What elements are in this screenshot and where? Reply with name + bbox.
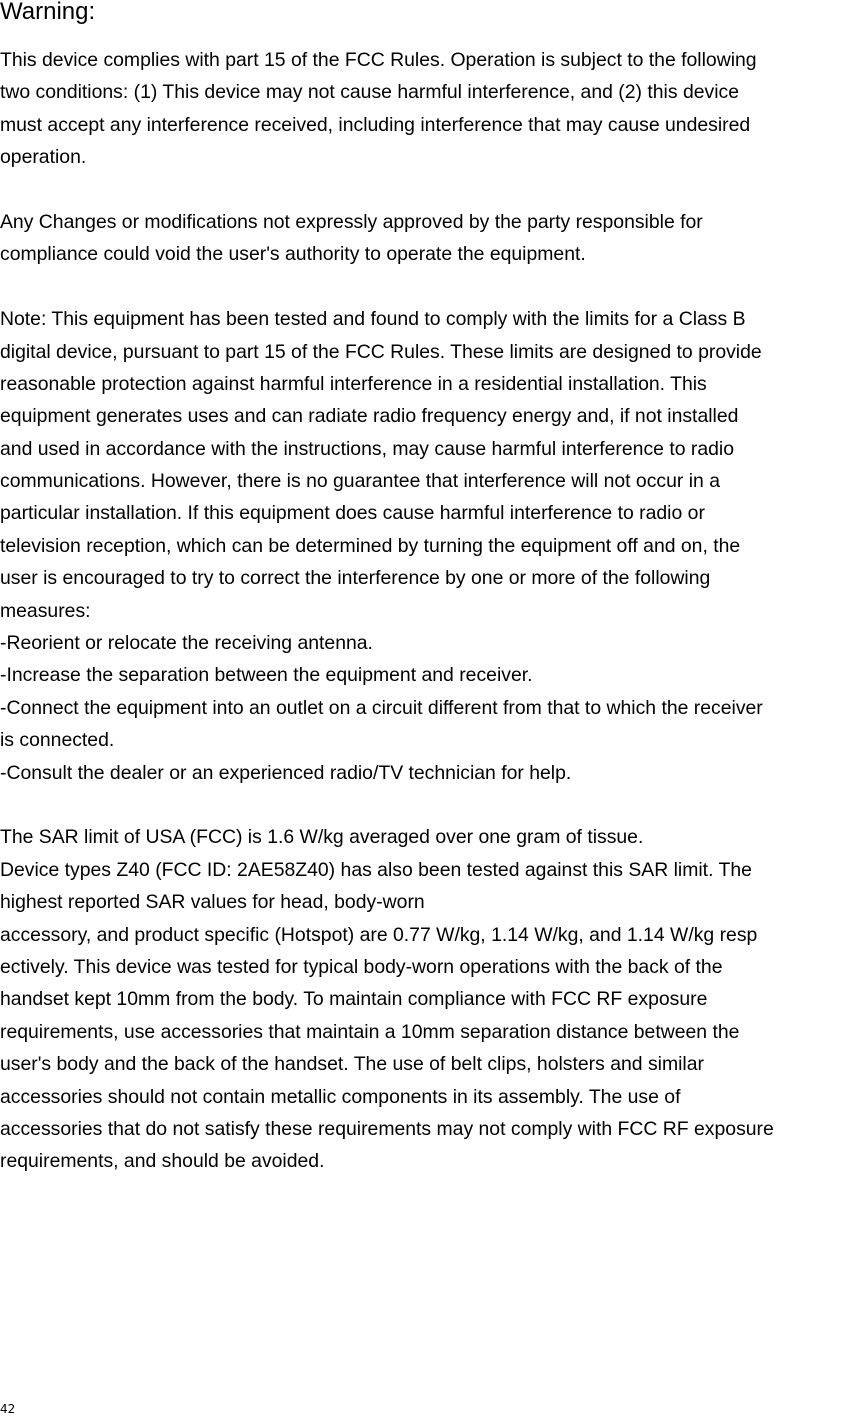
sar-info-paragraph [0,821,864,1177]
paragraph-line: Device types Z40 (FCC ID: 2AE58Z40) has also been tested against this SAR limit. The [0,858,752,881]
paragraph-line: The SAR limit of USA (FCC) is 1.6 W/kg averaged over one gram of tissue. [0,826,644,849]
paragraph-line: reasonable protection against harmful interference in a residential installation. This [0,372,707,395]
paragraph-line: accessory, and product specific (Hotspot) are 0.77 W/kg, 1.14 W/kg, and 1.14 W/kg resp [0,923,758,946]
measure-item: -Consult the dealer or an experienced radio/TV technician for help. [0,761,572,784]
paragraph-line: and used in accordance with the instructions, may cause harmful interference to radio [0,437,735,460]
paragraph-line: television reception, which can be determined by turning the equipment off and on, the [0,534,741,557]
paragraph-line: requirements, use accessories that maintain a 10mm separation distance between the [0,1020,740,1043]
paragraph-line: communications. However, there is no guarantee that interference will not occur in a [0,470,720,493]
paragraph-spacer [0,271,864,303]
paragraph-line: accessories that do not satisfy these requirements may not comply with FCC RF exposure [0,1117,774,1140]
measure-item: -Reorient or relocate the receiving antenna. [0,632,373,655]
measure-item: -Increase the separation between the equipment and receiver. [0,664,533,687]
paragraph-line: must accept any interference received, including interference that may cause undesired [0,113,751,136]
paragraph-line: user is encouraged to try to correct the interference by one or more of the following [0,567,711,590]
document-body [0,44,864,1178]
paragraph-spacer [0,174,864,206]
paragraph-line: Any Changes or modifications not expressly approved by the party responsible for [0,210,703,233]
paragraph-line: two conditions: (1) This device may not cause harmful interference, and (2) this device [0,81,739,104]
paragraph-line: user's body and the back of the handset. The use of belt clips, holsters and similar [0,1053,704,1076]
measure-item: -Connect the equipment into an outlet on a circuit different from that to which the receiver [0,696,763,719]
measure-item: is connected. [0,729,115,752]
fcc-conditions-paragraph [0,44,864,174]
paragraph-line: operation. [0,146,87,169]
paragraph-line: highest reported SAR values for head, body-worn [0,891,425,914]
paragraph-line: measures: [0,599,91,622]
class-b-note-paragraph [0,303,864,789]
paragraph-line: equipment generates uses and can radiate radio frequency energy and, if not installed [0,405,739,428]
paragraph-line: digital device, pursuant to part 15 of the FCC Rules. These limits are designed to provide [0,340,762,363]
paragraph-line: particular installation. If this equipment does cause harmful interference to radio or [0,502,705,525]
paragraph-line: accessories should not contain metallic components in its assembly. The use of [0,1085,681,1108]
paragraph-spacer [0,789,864,821]
paragraph-line: handset kept 10mm from the body. To maintain compliance with FCC RF exposure [0,988,708,1011]
paragraph-line: compliance could void the user's authority to operate the equipment. [0,243,586,266]
warning-heading: Warning: [0,0,96,25]
page-number: 42 [0,1402,16,1416]
paragraph-line: requirements, and should be avoided. [0,1150,325,1173]
changes-notice-paragraph [0,206,864,271]
paragraph-line: Note: This equipment has been tested and found to comply with the limits for a Class B [0,308,746,331]
paragraph-line: This device complies with part 15 of the FCC Rules. Operation is subject to the following [0,49,757,71]
paragraph-line: ectively. This device was tested for typical body-worn operations with the back of the [0,955,723,978]
